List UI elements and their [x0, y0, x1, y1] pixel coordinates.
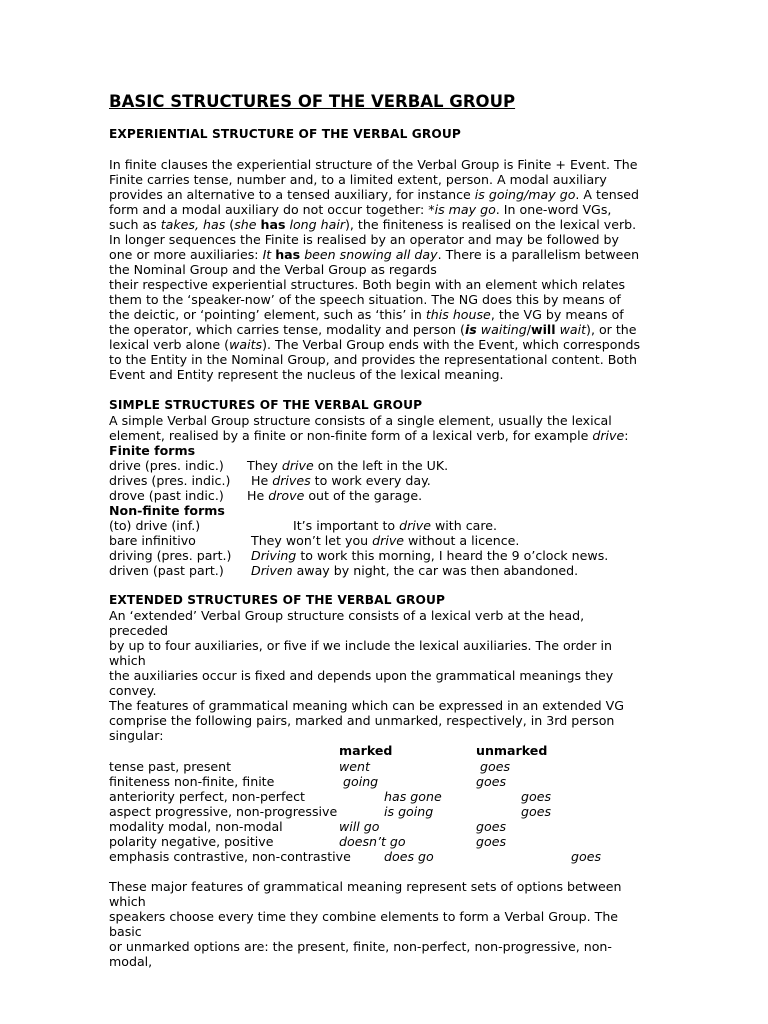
- verb-form-label: bare infinitivo: [109, 533, 196, 548]
- feature-label: aspect progressive, non-progressive: [109, 804, 338, 819]
- verb-example: He drives to work every day.: [251, 473, 431, 488]
- unmarked-form: goes: [521, 789, 552, 804]
- paragraph-line: provides an alternative to a tensed auxiliary, for instance is going/may go. A tensed: [109, 187, 640, 202]
- paragraph-line: or unmarked options are: the present, finite, non-perfect, non-progressive, non-: [109, 939, 612, 954]
- marked-form: going: [343, 774, 379, 789]
- paragraph-line: element, realised by a finite or non-finite form of a lexical verb, for example drive:: [109, 428, 629, 443]
- unmarked-form: goes: [476, 819, 507, 834]
- marked-form: doesn’t go: [339, 834, 406, 849]
- verb-form-label: drive (pres. indic.): [109, 458, 224, 473]
- paragraph-line: their respective experiential structures. Both begin with an element which relates: [109, 277, 626, 292]
- paragraph-line: Finite carries tense, number and, to a limited extent, person. A modal auxiliary: [109, 172, 607, 187]
- paragraph-line: convey.: [109, 683, 157, 698]
- unmarked-form: goes: [476, 834, 507, 849]
- verb-form-label: drives (pres. indic.): [109, 473, 231, 488]
- paragraph-line: Event and Entity represent the nucleus of the lexical meaning.: [109, 367, 504, 382]
- paragraph-line: A simple Verbal Group structure consists of a single element, usually the lexical: [109, 413, 612, 428]
- verb-example: It’s important to drive with care.: [293, 518, 497, 533]
- paragraph-line: comprise the following pairs, marked and unmarked, respectively, in 3rd person: [109, 713, 615, 728]
- paragraph-line: preceded: [109, 623, 169, 638]
- paragraph-line: to the Entity in the Nominal Group, and provides the representational content. Both: [109, 352, 637, 367]
- paragraph-line: which: [109, 894, 146, 909]
- paragraph-line: them to the ‘speaker-now’ of the speech situation. The NG does this by means of: [109, 292, 621, 307]
- marked-form: will go: [339, 819, 380, 834]
- verb-form-label: drove (past indic.): [109, 488, 224, 503]
- paragraph-line: the Nominal Group and the Verbal Group as regards: [109, 262, 437, 277]
- paragraph-line: such as takes, has (she has long hair), the finiteness is realised on the lexical verb.: [109, 217, 637, 232]
- paragraph-line: speakers choose every time they combine elements to form a Verbal Group. The: [109, 909, 619, 924]
- marked-form: is going: [384, 804, 434, 819]
- column-header-marked: marked: [339, 743, 393, 758]
- paragraph-line: the deictic, or ‘pointing’ element, such as ‘this’ in this house, the VG by means of: [109, 307, 624, 322]
- marked-form: does go: [384, 849, 434, 864]
- verb-example: Driven away by night, the car was then abandoned.: [251, 563, 579, 578]
- section-heading-simple: SIMPLE STRUCTURES OF THE VERBAL GROUP: [109, 398, 423, 412]
- feature-label: anteriority perfect, non-perfect: [109, 789, 305, 804]
- feature-label: polarity negative, positive: [109, 834, 274, 849]
- section-heading-extended: EXTENDED STRUCTURES OF THE VERBAL GROUP: [109, 593, 445, 607]
- paragraph-line: which: [109, 653, 146, 668]
- column-header-unmarked: unmarked: [476, 743, 548, 758]
- feature-label: finiteness non-finite, finite: [109, 774, 275, 789]
- subheading-nonfinite-forms: Non-finite forms: [109, 503, 225, 518]
- unmarked-form: goes: [480, 759, 511, 774]
- paragraph-line: An ‘extended’ Verbal Group structure consists of a lexical verb at the head,: [109, 608, 585, 623]
- paragraph-line: lexical verb alone (waits). The Verbal Group ends with the Event, which corresponds: [109, 337, 641, 352]
- paragraph-line: one or more auxiliaries: It has been snowing all day. There is a parallelism between: [109, 247, 640, 262]
- feature-label: modality modal, non-modal: [109, 819, 283, 834]
- paragraph-line: In finite clauses the experiential structure of the Verbal Group is Finite + Event. The: [109, 157, 638, 172]
- verb-form-label: driving (pres. part.): [109, 548, 232, 563]
- verb-form-label: driven (past part.): [109, 563, 224, 578]
- feature-label: tense past, present: [109, 759, 232, 774]
- paragraph-line: basic: [109, 924, 142, 939]
- verb-example: Driving to work this morning, I heard the 9 o’clock news.: [251, 548, 609, 563]
- paragraph-line: modal,: [109, 954, 153, 969]
- paragraph-line: form and a modal auxiliary do not occur together: *is may go. In one-word VGs,: [109, 202, 612, 217]
- feature-label: emphasis contrastive, non-contrastive: [109, 849, 351, 864]
- paragraph-line: the auxiliaries occur is fixed and depends upon the grammatical meanings they: [109, 668, 614, 683]
- unmarked-form: goes: [571, 849, 602, 864]
- marked-form: has gone: [384, 789, 442, 804]
- verb-example: They won’t let you drive without a licence.: [251, 533, 520, 548]
- unmarked-form: goes: [476, 774, 507, 789]
- subheading-finite-forms: Finite forms: [109, 443, 196, 458]
- verb-example: They drive on the left in the UK.: [247, 458, 449, 473]
- unmarked-form: goes: [521, 804, 552, 819]
- paragraph-line: the operator, which carries tense, modality and person (is waiting/will wait), or the: [109, 322, 637, 337]
- paragraph-line: The features of grammatical meaning which can be expressed in an extended VG: [109, 698, 625, 713]
- paragraph-line: singular:: [109, 728, 164, 743]
- verb-form-label: (to) drive (inf.): [109, 518, 201, 533]
- marked-form: went: [339, 759, 370, 774]
- paragraph-line: by up to four auxiliaries, or five if we include the lexical auxiliaries. The order in: [109, 638, 613, 653]
- verb-example: He drove out of the garage.: [247, 488, 423, 503]
- section-heading-experiential: EXPERIENTIAL STRUCTURE OF THE VERBAL GROUP: [109, 127, 461, 141]
- page-title: BASIC STRUCTURES OF THE VERBAL GROUP: [109, 92, 516, 111]
- paragraph-line: These major features of grammatical meaning represent sets of options between: [109, 879, 622, 894]
- paragraph-line: In longer sequences the Finite is realised by an operator and may be followed by: [109, 232, 619, 247]
